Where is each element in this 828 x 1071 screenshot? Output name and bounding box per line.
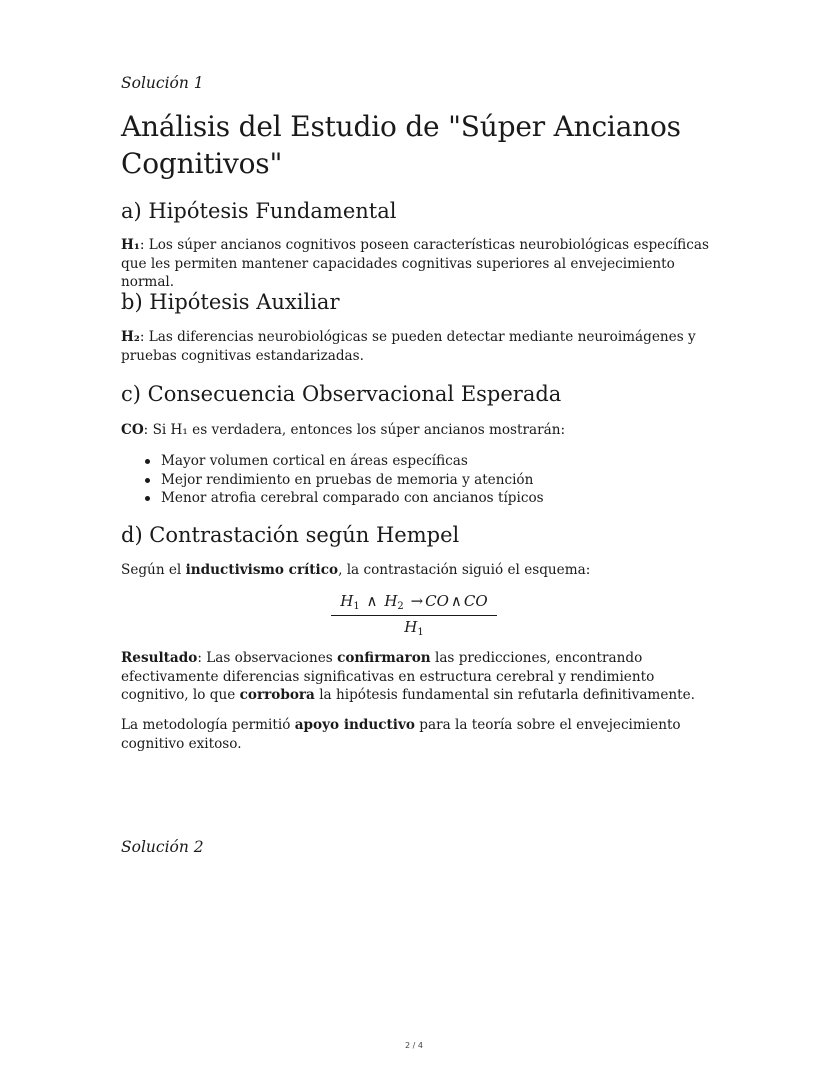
paragraph-h1 [121,236,721,292]
formula-denominator [331,616,497,638]
paragraph-metodologia [121,716,721,753]
formula-arrow: → [410,592,424,610]
resultado-text-3: la hipótesis fundamental sin refutarla definitivamente. [314,687,695,703]
formula-h1: H [340,592,354,610]
formula-co1: CO [425,592,449,610]
formula-h2: H [384,592,398,610]
resultado-bold-2: corrobora [239,687,315,703]
metodologia-bold: apoyo inductivo [294,717,415,733]
h1-label: H₁ [121,237,140,253]
heading-hipotesis-fundamental: a) Hipótesis Fundamental [121,199,397,223]
resultado-label: Resultado [121,650,198,666]
h2-text: : Las diferencias neurobiológicas se pueden detectar mediante neuroimágenes y pruebas cognitivas estandarizadas. [121,329,696,364]
formula-den-h: H [404,618,418,636]
formula-and2: ∧ [450,592,462,610]
co-bullet-list [121,452,721,508]
metodologia-text-1: La metodología permitió [121,717,295,733]
page-title: Análisis del Estudio de "Súper Ancianos Cognitivos" [121,110,681,180]
formula-h1-sub: 1 [353,601,360,612]
co-text: : Si H₁ es verdadera, entonces los súper ancianos mostrarán: [143,422,566,438]
formula-and: ∧ [366,592,378,610]
solution-1-label: Solución 1 [121,74,204,92]
intro-bold: inductivismo crítico [185,562,339,578]
paragraph-co [121,421,721,440]
heading-contrastacion-hempel: d) Contrastación según Hempel [121,523,460,547]
heading-hipotesis-auxiliar: b) Hipótesis Auxiliar [121,290,340,314]
intro-post: , la contrastación siguió el esquema: [338,562,591,578]
hempel-formula [331,592,497,638]
resultado-bold-1: confirmaron [337,650,431,666]
formula-den-sub: 1 [417,627,424,638]
formula-numerator [331,592,497,616]
solution-2-label: Solución 2 [121,838,204,856]
intro-pre: Según el [121,562,186,578]
h1-text: : Los súper ancianos cognitivos poseen características neurobiológicas específicas que les permiten mantener capacidades cognitivas superiores al envejecimiento normal. [121,237,709,290]
paragraph-h2 [121,328,721,365]
page-number: 2 / 4 [405,1041,423,1050]
paragraph-resultado [121,649,721,705]
paragraph-intro-hempel [121,561,721,580]
formula-co2: CO [463,592,488,610]
formula-h2-sub: 2 [397,601,404,612]
list-item: Mejor rendimiento en pruebas de memoria y atención [121,471,721,490]
co-label: CO [121,422,144,438]
heading-consecuencia-observacional: c) Consecuencia Observacional Esperada [121,382,562,406]
resultado-text-2: las predicciones, encontrando efectivamente diferencias significativas en estructura cerebral y rendimiento cognitivo, lo que [121,650,655,703]
list-item: Menor atrofia cerebral comparado con ancianos típicos [121,489,721,508]
resultado-text-1: : Las observaciones [197,650,338,666]
list-item: Mayor volumen cortical en áreas específicas [121,452,721,471]
h2-label: H₂ [121,329,140,345]
metodologia-text-2: para la teoría sobre el envejecimiento cognitivo exitoso. [121,717,681,752]
